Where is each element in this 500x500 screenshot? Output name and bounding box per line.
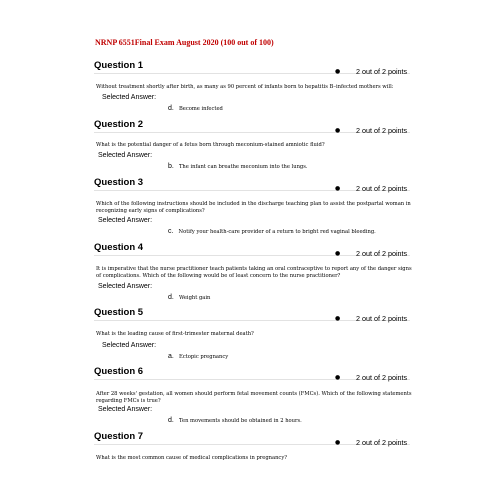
question-text: What is the leading cause of first-trimester maternal death? xyxy=(96,331,254,337)
bullet-icon: ● xyxy=(335,374,341,381)
selected-answer xyxy=(168,407,302,426)
bullet-icon: ● xyxy=(335,185,341,192)
question-heading: Question 6 xyxy=(94,366,144,377)
selected-answer-label: Selected Answer: xyxy=(102,342,157,349)
answer-letter: d. xyxy=(168,105,174,112)
question-heading: Question 3 xyxy=(94,177,144,188)
question-heading: Question 2 xyxy=(94,119,144,130)
selected-answer xyxy=(168,343,228,362)
answer-letter: b. xyxy=(168,163,174,170)
question-heading: Question 1 xyxy=(94,60,144,71)
points-awarded: 2 out of 2 points xyxy=(356,67,408,76)
question-text: What is the most common cause of medical complications in pregnancy? xyxy=(96,455,288,461)
points-awarded: 2 out of 2 points xyxy=(356,126,408,135)
answer-letter: d. xyxy=(168,294,174,301)
points-awarded: 2 out of 2 points xyxy=(356,184,408,193)
answer-text: Ectopic pregnancy xyxy=(178,354,229,360)
selected-answer xyxy=(168,284,210,303)
answer-text: Become infected xyxy=(178,106,223,112)
selected-answer xyxy=(168,218,376,237)
selected-answer-label: Selected Answer: xyxy=(98,283,153,290)
answer-text: Notify your health-care provider of a return to bright red vaginal bleeding. xyxy=(178,229,376,235)
answer-text: Weight gain xyxy=(178,295,211,301)
question-text: Which of the following instructions should be included in the discharge teaching plan to assist the postpartal woman in recognizing early signs of complications? xyxy=(96,201,411,214)
answer-letter: d. xyxy=(168,417,174,424)
bullet-icon: ● xyxy=(335,439,341,446)
answer-text: Ten movements should be obtained in 2 hours. xyxy=(178,418,302,424)
selected-answer-label: Selected Answer: xyxy=(98,406,153,413)
selected-answer-label: Selected Answer: xyxy=(98,217,153,224)
bullet-icon: ● xyxy=(335,315,341,322)
selected-answer xyxy=(168,95,223,114)
points-awarded: 2 out of 2 points xyxy=(356,438,408,447)
points-awarded: 2 out of 2 points xyxy=(356,373,408,382)
answer-letter: c. xyxy=(168,228,174,235)
points-awarded: 2 out of 2 points xyxy=(356,314,408,323)
points-awarded: 2 out of 2 points xyxy=(356,249,408,258)
answer-letter: a. xyxy=(168,353,174,360)
question-text: It is imperative that the nurse practitioner teach patients taking an oral contraceptive to report any of the danger signs of complications. Which of the following would be of least concern to the nurse practitioner? xyxy=(96,266,412,279)
bullet-icon: ● xyxy=(335,127,341,134)
bullet-icon: ● xyxy=(335,250,341,257)
question-text: Without treatment shortly after birth, as many as 90 percent of infants born to hepatitis B–infected mothers will: xyxy=(96,84,394,90)
bullet-icon: ● xyxy=(335,68,341,75)
question-heading: Question 5 xyxy=(94,307,144,318)
exam-title: NRNP 6551Final Exam August 2020 (100 out of 100) xyxy=(95,38,274,47)
answer-text: The infant can breathe meconium into the lungs. xyxy=(178,164,308,170)
question-heading: Question 7 xyxy=(94,431,144,442)
question-text: After 28 weeks' gestation, all women should perform fetal movement counts (FMCs). Which of the following statements regarding FMCs is true? xyxy=(96,391,412,404)
selected-answer-label: Selected Answer: xyxy=(102,94,157,101)
question-text: What is the potential danger of a fetus born through meconium-stained amniotic fluid? xyxy=(96,142,325,148)
selected-answer-label: Selected Answer: xyxy=(98,152,153,159)
selected-answer xyxy=(168,153,308,172)
question-heading: Question 4 xyxy=(94,242,144,253)
